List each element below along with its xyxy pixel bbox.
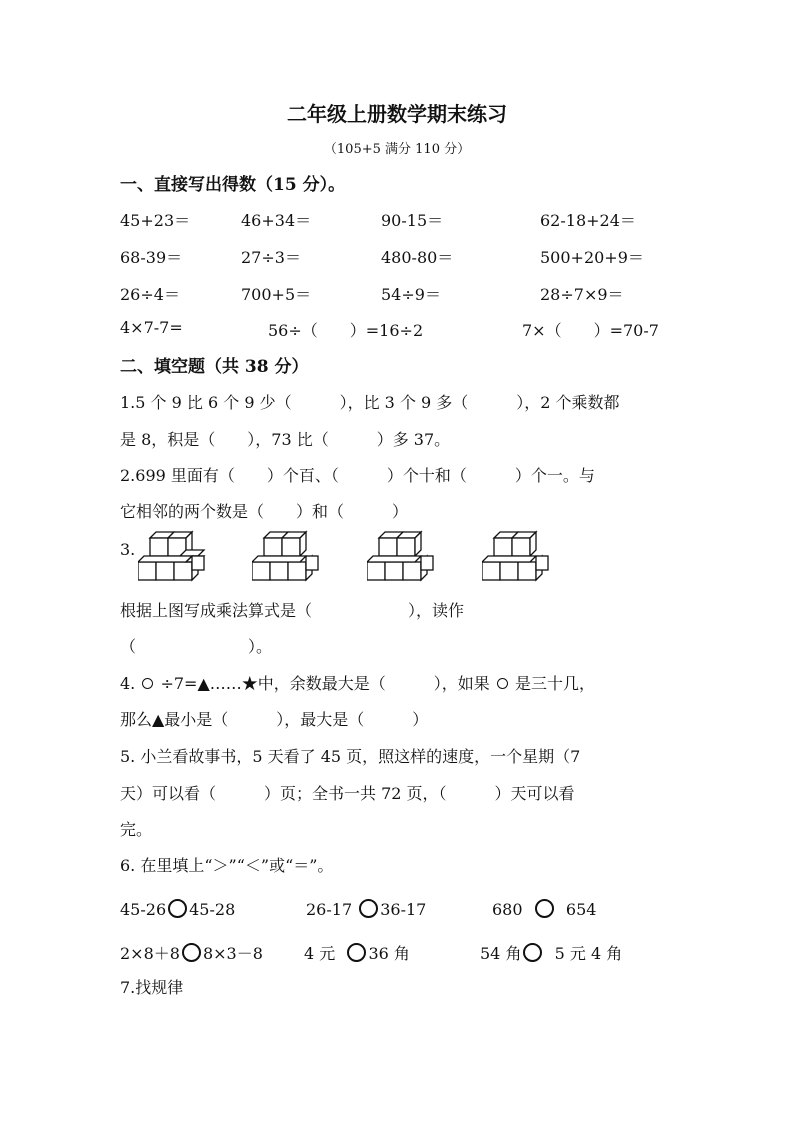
compare-left: 680 — [492, 900, 523, 919]
question-2-line-1: 2.699 里面有（ ）个百、（ ）个十和（ ）个一。与 — [120, 466, 595, 485]
equation: 45+23＝ — [120, 211, 191, 230]
question-4-line-1 — [120, 671, 595, 694]
question-2-line-2: 它相邻的两个数是（ ）和（ ） — [120, 502, 409, 521]
compare-right: 36-17 — [380, 900, 427, 919]
equation: 54÷9＝ — [381, 285, 441, 304]
compare-item — [306, 899, 426, 919]
compare-left: 4 元 — [304, 944, 336, 963]
question-4-number: 4. — [120, 674, 136, 693]
question-4-line-2: 那么▲最小是（ ），最大是（ ） — [120, 710, 429, 729]
compare-item — [492, 899, 596, 919]
circle-symbol-icon — [497, 678, 508, 689]
equation: 700+5＝ — [241, 285, 312, 304]
compare-right: 45-28 — [189, 900, 236, 919]
section1-heading: 一、直接写出得数（15 分）。 — [120, 175, 346, 195]
question-5-line-3: 完。 — [120, 820, 153, 839]
equation: 500+20+9＝ — [540, 248, 644, 267]
answer-circle[interactable] — [523, 943, 542, 962]
equation: 68-39＝ — [120, 248, 183, 267]
compare-item — [120, 899, 235, 919]
compare-right: 36 角 — [368, 944, 410, 963]
equation: 480-80＝ — [381, 248, 454, 267]
equation: 62-18+24＝ — [540, 211, 636, 230]
answer-circle[interactable] — [359, 899, 378, 918]
answer-circle[interactable] — [168, 899, 187, 918]
equation: 90-15＝ — [381, 211, 444, 230]
answer-circle[interactable] — [347, 943, 366, 962]
question-4-text-end: 是三十几， — [514, 674, 595, 693]
compare-left: 2×8＋8 — [120, 944, 180, 963]
question-5-line-1: 5. 小兰看故事书，5 天看了 45 页，照这样的速度，一个星期（7 — [120, 747, 581, 766]
compare-right: 8×3－8 — [202, 944, 263, 963]
question-3-line-1: 根据上图写成乘法算式是（ ），读作 — [120, 601, 465, 620]
answer-circle[interactable] — [535, 899, 554, 918]
question-5-line-2: 天）可以看（ ）页；全书一共 72 页，（ ）天可以看 — [120, 784, 575, 803]
compare-item — [120, 941, 263, 964]
question-1-line-1: 1.5 个 9 比 6 个 9 少（ ），比 3 个 9 多（ ），2 个乘数都 — [120, 393, 620, 412]
equation: 46+34＝ — [241, 211, 312, 230]
question-7-line: 7.找规律 — [120, 978, 184, 997]
answer-circle[interactable] — [182, 943, 201, 962]
question-3-line-2: （ ）。 — [120, 637, 273, 656]
equation: 56÷（ ）=16÷2 — [268, 321, 424, 340]
compare-left: 26-17 — [306, 900, 353, 919]
question-3-label: 3. — [120, 540, 136, 559]
page-title: 二年级上册数学期末练习 — [287, 102, 507, 126]
compare-left: 45-26 — [120, 900, 167, 919]
equation: 7×（ ）=70-7 — [522, 321, 659, 340]
question-4-text: ÷7=▲……★中，余数最大是（ ），如果 — [160, 674, 490, 693]
question-1-line-2: 是 8，积是（ ），73 比（ ）多 37。 — [120, 430, 451, 449]
cube-figure-1 — [138, 524, 208, 582]
compare-item — [480, 941, 622, 964]
equation: 4×7-7= — [120, 318, 183, 337]
compare-item — [304, 941, 410, 964]
cube-figure-3 — [367, 524, 437, 582]
section2-heading: 二、填空题（共 38 分） — [120, 357, 309, 377]
page-subtitle: （105+5 满分 110 分） — [323, 142, 471, 157]
equation: 28÷7×9＝ — [540, 285, 624, 304]
compare-left: 54 角 — [480, 944, 522, 963]
compare-right: 654 — [565, 900, 597, 919]
equation: 26÷4＝ — [120, 285, 180, 304]
cube-figure-2 — [252, 524, 322, 582]
question-6-line: 6. 在里填上“＞”“＜”或“＝”。 — [120, 856, 334, 875]
equation: 27÷3＝ — [241, 248, 301, 267]
compare-right: 5 元 4 角 — [554, 944, 623, 963]
cube-figure-4 — [482, 524, 552, 582]
circle-symbol-icon — [142, 678, 153, 689]
